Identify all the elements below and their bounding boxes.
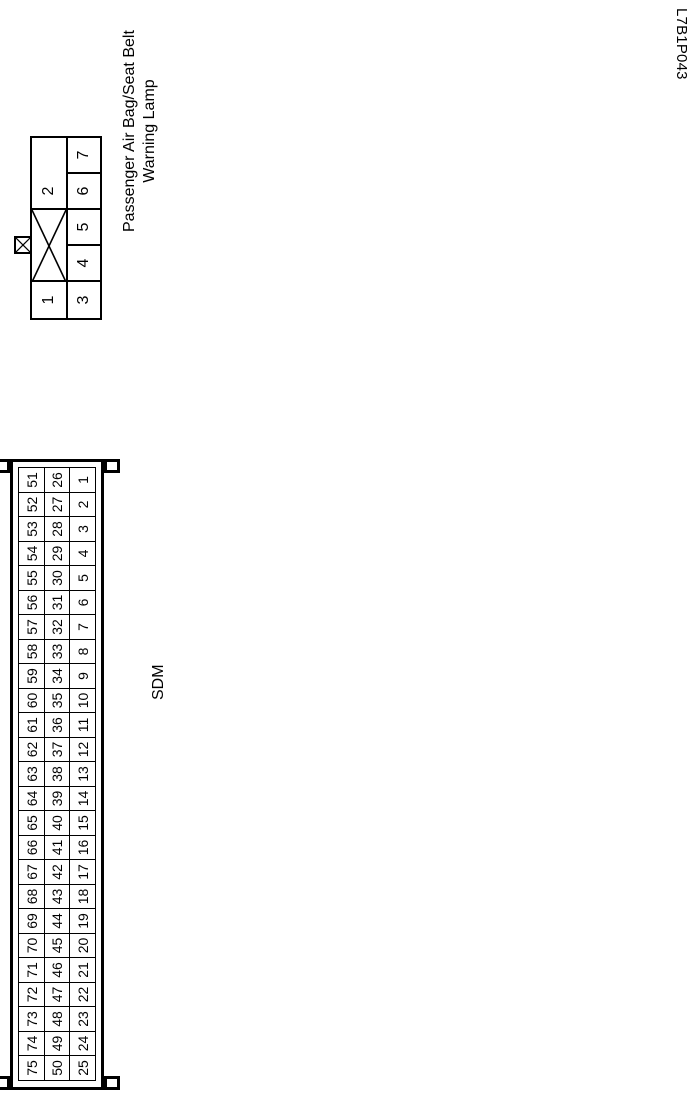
sdm-terminal-cell: 58: [18, 639, 45, 665]
sdm-terminal-cell: 46: [44, 957, 71, 983]
sdm-terminal-cell: 45: [44, 933, 71, 959]
sdm-terminal-cell: 59: [18, 663, 45, 689]
sdm-terminal-cell: 21: [69, 957, 96, 983]
sdm-terminal-cell: 26: [44, 467, 71, 493]
sdm-terminal-cell: 13: [69, 761, 96, 787]
sdm-terminal-cell: 14: [69, 786, 96, 812]
sdm-terminal-cell: 49: [44, 1031, 71, 1057]
passenger-airbag-seatbelt-warning-lamp-connector: [30, 50, 102, 320]
sdm-terminal-cell: 6: [69, 590, 96, 616]
sdm-terminal-cell: 25: [69, 1055, 96, 1081]
sdm-terminal-cell: 75: [18, 1055, 45, 1081]
sdm-terminal-cell: 33: [44, 639, 71, 665]
sdm-terminal-cell: 7: [69, 614, 96, 640]
sdm-terminal-cell: 66: [18, 835, 45, 861]
sdm-terminal-cell: 10: [69, 688, 96, 714]
connector-bottom-row: [66, 138, 100, 318]
sdm-terminal-cell: 5: [69, 565, 96, 591]
sdm-terminal-cell: 2: [69, 492, 96, 518]
sdm-terminal-cell: 51: [18, 467, 45, 493]
sdm-terminal-cell: 24: [69, 1031, 96, 1057]
sdm-terminal-cell: 48: [44, 1006, 71, 1032]
sdm-terminal-row: [69, 469, 96, 1082]
sdm-connector-shell: [10, 460, 104, 1091]
sdm-terminal-cell: 57: [18, 614, 45, 640]
terminal-cell: 4: [66, 246, 100, 282]
connector-mounting-tab: [104, 1076, 120, 1090]
terminal-cell: 5: [66, 210, 100, 246]
sdm-terminal-cell: 43: [44, 884, 71, 910]
sdm-terminal-cell: 73: [18, 1006, 45, 1032]
sdm-terminal-cell: 56: [18, 590, 45, 616]
sdm-terminal-cell: 29: [44, 541, 71, 567]
sdm-terminal-cell: 22: [69, 982, 96, 1008]
sdm-terminal-cell: 9: [69, 663, 96, 689]
sdm-connector: [10, 460, 104, 1091]
sdm-terminal-cell: 19: [69, 908, 96, 934]
sdm-terminal-cell: 4: [69, 541, 96, 567]
sdm-terminal-cell: 32: [44, 614, 71, 640]
blank-x-region: [32, 210, 66, 282]
sdm-terminal-cell: 53: [18, 516, 45, 542]
sdm-terminal-cell: 20: [69, 933, 96, 959]
sdm-terminal-cell: 1: [69, 467, 96, 493]
connector-mounting-tab: [104, 460, 120, 474]
sdm-terminal-cell: 68: [18, 884, 45, 910]
terminal-cell: 3: [66, 282, 100, 318]
sdm-terminal-cell: 3: [69, 516, 96, 542]
sdm-terminal-cell: 30: [44, 565, 71, 591]
sdm-terminal-cell: 27: [44, 492, 71, 518]
sdm-terminal-cell: 72: [18, 982, 45, 1008]
terminal-cell: 1: [40, 295, 57, 305]
sdm-terminal-cell: 42: [44, 859, 71, 885]
sdm-terminal-row: [18, 469, 45, 1082]
sdm-terminal-cell: 23: [69, 1006, 96, 1032]
sdm-terminal-cell: 31: [44, 590, 71, 616]
connector-mounting-tab: [0, 460, 10, 474]
sdm-terminal-cell: 8: [69, 639, 96, 665]
sdm-terminal-cell: 44: [44, 908, 71, 934]
sdm-terminal-cell: 70: [18, 933, 45, 959]
sdm-terminal-cell: 16: [69, 835, 96, 861]
sdm-terminal-cell: 40: [44, 810, 71, 836]
sdm-terminal-cell: 65: [18, 810, 45, 836]
sdm-terminal-cell: 41: [44, 835, 71, 861]
sdm-terminal-cell: 52: [18, 492, 45, 518]
sdm-terminal-cell: 55: [18, 565, 45, 591]
terminal-cell: 6: [66, 174, 100, 210]
caption-line-2: Warning Lamp: [141, 79, 158, 183]
sdm-terminal-cell: 47: [44, 982, 71, 1008]
passenger-airbag-seatbelt-warning-lamp-caption: [120, 30, 160, 232]
sdm-terminal-cell: 67: [18, 859, 45, 885]
connector-keyway-notch: [14, 236, 32, 254]
sdm-label: SDM: [150, 664, 167, 700]
sdm-terminal-cell: 18: [69, 884, 96, 910]
sdm-terminal-cell: 62: [18, 737, 45, 763]
sdm-terminal-cell: 54: [18, 541, 45, 567]
connector-top-row: [32, 138, 66, 318]
terminal-cell: 2: [32, 174, 66, 210]
terminal-cell: 7: [66, 138, 100, 174]
sdm-terminal-cell: 39: [44, 786, 71, 812]
sdm-terminal-cell: 15: [69, 810, 96, 836]
sdm-terminal-cell: 17: [69, 859, 96, 885]
sdm-terminal-cell: 37: [44, 737, 71, 763]
page-code: L7B1P043: [673, 8, 690, 80]
sdm-terminal-cell: 74: [18, 1031, 45, 1057]
sdm-terminal-cell: 60: [18, 688, 45, 714]
caption-line-1: Passenger Air Bag/Seat Belt: [121, 30, 138, 232]
sdm-terminal-cell: 64: [18, 786, 45, 812]
connector-body: [30, 136, 102, 320]
sdm-terminal-cell: 71: [18, 957, 45, 983]
sdm-terminal-cell: 36: [44, 712, 71, 738]
sdm-terminal-cell: 50: [44, 1055, 71, 1081]
sdm-terminal-cell: 35: [44, 688, 71, 714]
sdm-terminal-cell: 61: [18, 712, 45, 738]
sdm-terminal-row: [44, 469, 71, 1082]
sdm-terminal-cell: 69: [18, 908, 45, 934]
sdm-terminal-cell: 34: [44, 663, 71, 689]
connector-mounting-tab: [0, 1076, 10, 1090]
sdm-terminal-cell: 12: [69, 737, 96, 763]
sdm-terminal-cell: 63: [18, 761, 45, 787]
sdm-terminal-cell: 28: [44, 516, 71, 542]
sdm-terminal-cell: 38: [44, 761, 71, 787]
sdm-terminal-cell: 11: [69, 712, 96, 738]
